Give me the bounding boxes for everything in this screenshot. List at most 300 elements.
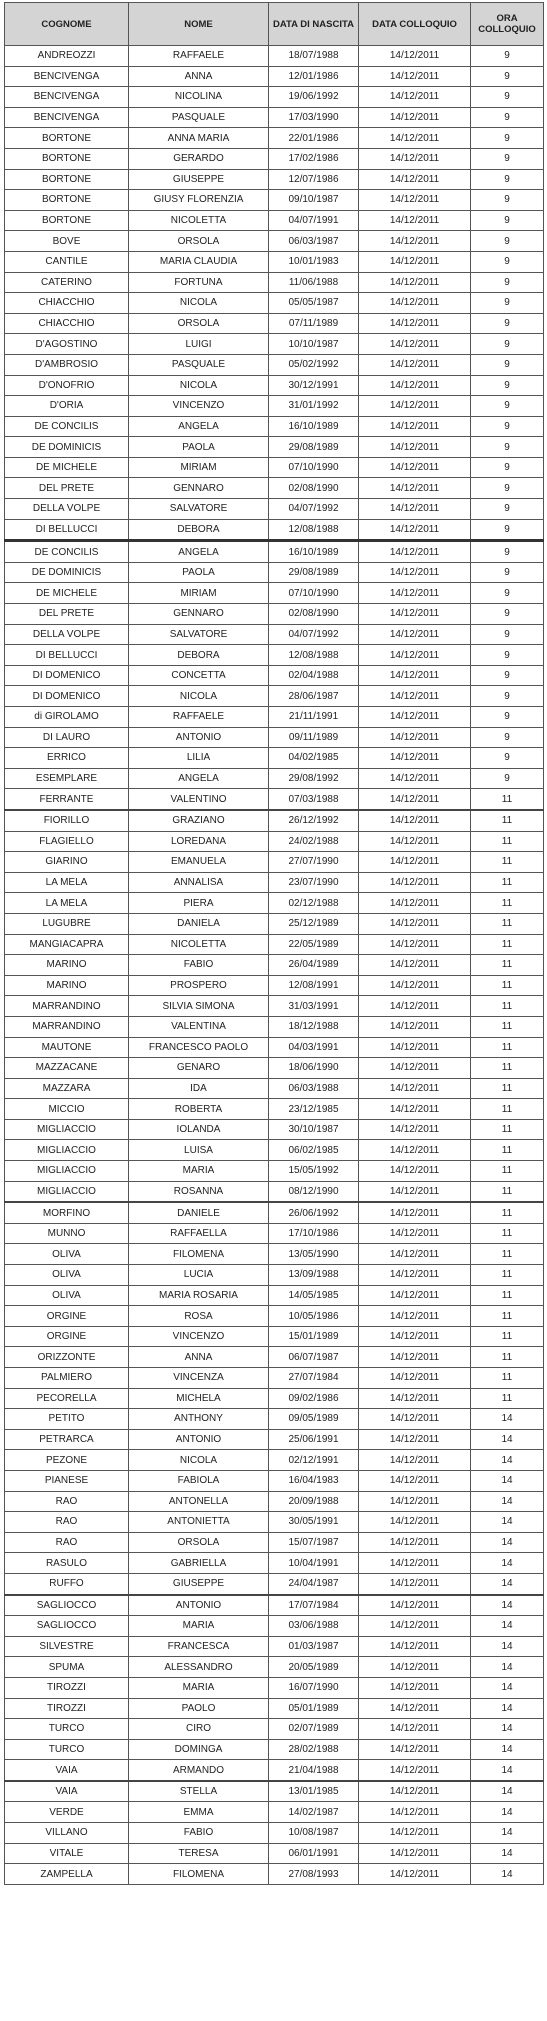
table-row [5, 1677, 544, 1698]
interview-time-cell: 9 [471, 313, 544, 334]
table-row [5, 1306, 544, 1327]
table-row [5, 396, 544, 417]
interview-time-cell: 11 [471, 1140, 544, 1161]
header-row [5, 3, 544, 46]
cognome-cell: OLIVA [5, 1244, 129, 1265]
table-row [5, 1636, 544, 1657]
birth-date-cell: 16/07/1990 [269, 1677, 359, 1698]
nome-cell: SALVATORE [129, 499, 269, 520]
nome-cell: LUIGI [129, 334, 269, 355]
interview-time-cell: 14 [471, 1657, 544, 1678]
interview-time-cell: 14 [471, 1553, 544, 1574]
nome-cell: ARMANDO [129, 1760, 269, 1781]
table-row [5, 1450, 544, 1471]
table-row [5, 375, 544, 396]
birth-date-cell: 09/02/1986 [269, 1388, 359, 1409]
table-row [5, 190, 544, 211]
interview-time-cell: 11 [471, 1016, 544, 1037]
birth-date-cell: 02/04/1988 [269, 665, 359, 686]
interview-time-cell: 14 [471, 1760, 544, 1781]
cognome-cell: D'AGOSTINO [5, 334, 129, 355]
table-row [5, 46, 544, 67]
table-row [5, 1698, 544, 1719]
interview-date-cell: 14/12/2011 [359, 727, 471, 748]
interview-date-cell: 14/12/2011 [359, 1843, 471, 1864]
birth-date-cell: 20/09/1988 [269, 1491, 359, 1512]
interview-date-cell: 14/12/2011 [359, 1037, 471, 1058]
interview-date-cell: 14/12/2011 [359, 46, 471, 67]
table-row [5, 1223, 544, 1244]
interview-date-cell: 14/12/2011 [359, 128, 471, 149]
table-row [5, 810, 544, 831]
interview-time-cell: 14 [471, 1532, 544, 1553]
cognome-cell: PALMIERO [5, 1368, 129, 1389]
interview-time-cell: 9 [471, 66, 544, 87]
cognome-cell: MARRANDINO [5, 996, 129, 1017]
birth-date-cell: 29/08/1992 [269, 768, 359, 789]
interview-time-cell: 9 [471, 478, 544, 499]
birth-date-cell: 06/03/1988 [269, 1078, 359, 1099]
cognome-cell: SILVESTRE [5, 1636, 129, 1657]
birth-date-cell: 06/01/1991 [269, 1843, 359, 1864]
table-row [5, 913, 544, 934]
nome-cell: FILOMENA [129, 1244, 269, 1265]
cognome-cell: OLIVA [5, 1285, 129, 1306]
interview-date-cell: 14/12/2011 [359, 1265, 471, 1286]
table-row [5, 334, 544, 355]
interview-time-cell: 14 [471, 1677, 544, 1698]
nome-cell: LILIA [129, 748, 269, 769]
nome-cell: FRANCESCA [129, 1636, 269, 1657]
birth-date-cell: 29/08/1989 [269, 562, 359, 583]
birth-date-cell: 22/05/1989 [269, 934, 359, 955]
cognome-cell: MUNNO [5, 1223, 129, 1244]
birth-date-cell: 07/10/1990 [269, 457, 359, 478]
interview-time-cell: 9 [471, 396, 544, 417]
interview-date-cell: 14/12/2011 [359, 789, 471, 810]
interview-time-cell: 9 [471, 293, 544, 314]
cognome-cell: RAO [5, 1512, 129, 1533]
table-row [5, 727, 544, 748]
interview-time-cell: 9 [471, 457, 544, 478]
table-row [5, 1595, 544, 1616]
birth-date-cell: 22/01/1986 [269, 128, 359, 149]
nome-cell: FRANCESCO PAOLO [129, 1037, 269, 1058]
table-row [5, 1719, 544, 1740]
birth-date-cell: 04/03/1991 [269, 1037, 359, 1058]
interview-time-cell: 9 [471, 604, 544, 625]
nome-cell: GENNARO [129, 604, 269, 625]
table-row [5, 1802, 544, 1823]
interview-time-cell: 11 [471, 1368, 544, 1389]
interview-time-cell: 14 [471, 1573, 544, 1594]
interview-time-cell: 14 [471, 1719, 544, 1740]
table-row [5, 789, 544, 810]
table-row [5, 1326, 544, 1347]
birth-date-cell: 29/08/1989 [269, 437, 359, 458]
table-row [5, 707, 544, 728]
nome-cell: NICOLA [129, 293, 269, 314]
nome-cell: IOLANDA [129, 1119, 269, 1140]
interview-time-cell: 9 [471, 748, 544, 769]
cognome-cell: FIORILLO [5, 810, 129, 831]
interview-date-cell: 14/12/2011 [359, 1058, 471, 1079]
cognome-cell: D'AMBROSIO [5, 354, 129, 375]
interview-time-cell: 14 [471, 1698, 544, 1719]
interview-date-cell: 14/12/2011 [359, 478, 471, 499]
table-row [5, 1119, 544, 1140]
nome-cell: FORTUNA [129, 272, 269, 293]
birth-date-cell: 16/10/1989 [269, 541, 359, 563]
nome-cell: DEBORA [129, 519, 269, 541]
interview-date-cell: 14/12/2011 [359, 1636, 471, 1657]
table-row [5, 1739, 544, 1760]
nome-cell: LUCIA [129, 1265, 269, 1286]
cognome-cell: MAZZARA [5, 1078, 129, 1099]
cognome-cell: RASULO [5, 1553, 129, 1574]
table-row [5, 1823, 544, 1844]
cognome-cell: SAGLIOCCO [5, 1616, 129, 1637]
table-row [5, 313, 544, 334]
nome-cell: FABIOLA [129, 1470, 269, 1491]
birth-date-cell: 04/07/1992 [269, 499, 359, 520]
interview-date-cell: 14/12/2011 [359, 1285, 471, 1306]
cognome-cell: DI DOMENICO [5, 686, 129, 707]
table-row [5, 852, 544, 873]
interview-time-cell: 11 [471, 872, 544, 893]
birth-date-cell: 10/08/1987 [269, 1823, 359, 1844]
table-row [5, 1491, 544, 1512]
interview-date-cell: 14/12/2011 [359, 1595, 471, 1616]
table-row [5, 437, 544, 458]
cognome-cell: DE CONCILIS [5, 416, 129, 437]
cognome-cell: MIGLIACCIO [5, 1119, 129, 1140]
cognome-cell: di GIROLAMO [5, 707, 129, 728]
interview-date-cell: 14/12/2011 [359, 169, 471, 190]
nome-cell: ANTHONY [129, 1409, 269, 1430]
table-row [5, 1347, 544, 1368]
interview-time-cell: 9 [471, 169, 544, 190]
nome-cell: ANNA MARIA [129, 128, 269, 149]
table-row [5, 1140, 544, 1161]
interview-time-cell: 14 [471, 1429, 544, 1450]
interview-time-cell: 11 [471, 1119, 544, 1140]
interview-date-cell: 14/12/2011 [359, 1512, 471, 1533]
table-row [5, 1078, 544, 1099]
interview-date-cell: 14/12/2011 [359, 375, 471, 396]
cognome-cell: CANTILE [5, 251, 129, 272]
interview-time-cell: 9 [471, 727, 544, 748]
table-row [5, 231, 544, 252]
header-nome: NOME [129, 3, 269, 46]
nome-cell: MARIA [129, 1616, 269, 1637]
interview-time-cell: 9 [471, 583, 544, 604]
interview-time-cell: 11 [471, 1078, 544, 1099]
birth-date-cell: 02/12/1988 [269, 893, 359, 914]
birth-date-cell: 02/08/1990 [269, 604, 359, 625]
interview-date-cell: 14/12/2011 [359, 893, 471, 914]
table-row [5, 272, 544, 293]
interview-date-cell: 14/12/2011 [359, 210, 471, 231]
cognome-cell: VERDE [5, 1802, 129, 1823]
cognome-cell: VITALE [5, 1843, 129, 1864]
nome-cell: MICHELA [129, 1388, 269, 1409]
interview-date-cell: 14/12/2011 [359, 1368, 471, 1389]
birth-date-cell: 17/07/1984 [269, 1595, 359, 1616]
interview-date-cell: 14/12/2011 [359, 1429, 471, 1450]
nome-cell: ORSOLA [129, 313, 269, 334]
interview-date-cell: 14/12/2011 [359, 604, 471, 625]
table-row [5, 1616, 544, 1637]
cognome-cell: MANGIACAPRA [5, 934, 129, 955]
nome-cell: TERESA [129, 1843, 269, 1864]
interview-date-cell: 14/12/2011 [359, 852, 471, 873]
cognome-cell: BENCIVENGA [5, 107, 129, 128]
interview-time-cell: 11 [471, 1285, 544, 1306]
cognome-cell: SAGLIOCCO [5, 1595, 129, 1616]
birth-date-cell: 20/05/1989 [269, 1657, 359, 1678]
table-row [5, 1409, 544, 1430]
table-row [5, 1181, 544, 1202]
cognome-cell: DELLA VOLPE [5, 499, 129, 520]
interview-time-cell: 9 [471, 231, 544, 252]
cognome-cell: ESEMPLARE [5, 768, 129, 789]
birth-date-cell: 30/12/1991 [269, 375, 359, 396]
nome-cell: LOREDANA [129, 831, 269, 852]
birth-date-cell: 07/10/1990 [269, 583, 359, 604]
birth-date-cell: 16/04/1983 [269, 1470, 359, 1491]
cognome-cell: MORFINO [5, 1202, 129, 1223]
nome-cell: ANNALISA [129, 872, 269, 893]
cognome-cell: DI BELLUCCI [5, 645, 129, 666]
cognome-cell: DELLA VOLPE [5, 624, 129, 645]
cognome-cell: SPUMA [5, 1657, 129, 1678]
nome-cell: ANNA [129, 1347, 269, 1368]
interview-date-cell: 14/12/2011 [359, 313, 471, 334]
nome-cell: ROBERTA [129, 1099, 269, 1120]
interview-date-cell: 14/12/2011 [359, 1181, 471, 1202]
nome-cell: VALENTINO [129, 789, 269, 810]
interview-date-cell: 14/12/2011 [359, 996, 471, 1017]
cognome-cell: DI DOMENICO [5, 665, 129, 686]
cognome-cell: VAIA [5, 1760, 129, 1781]
interview-time-cell: 9 [471, 768, 544, 789]
interview-time-cell: 11 [471, 975, 544, 996]
interview-time-cell: 14 [471, 1739, 544, 1760]
birth-date-cell: 27/07/1984 [269, 1368, 359, 1389]
nome-cell: FABIO [129, 955, 269, 976]
cognome-cell: ORGINE [5, 1326, 129, 1347]
nome-cell: ANGELA [129, 541, 269, 563]
birth-date-cell: 18/12/1988 [269, 1016, 359, 1037]
interview-date-cell: 14/12/2011 [359, 499, 471, 520]
interview-time-cell: 11 [471, 1306, 544, 1327]
interview-date-cell: 14/12/2011 [359, 107, 471, 128]
cognome-cell: LUGUBRE [5, 913, 129, 934]
nome-cell: GABRIELLA [129, 1553, 269, 1574]
table-row [5, 1368, 544, 1389]
interview-date-cell: 14/12/2011 [359, 272, 471, 293]
interview-time-cell: 11 [471, 1326, 544, 1347]
birth-date-cell: 24/04/1987 [269, 1573, 359, 1594]
cognome-cell: DE DOMINICIS [5, 437, 129, 458]
interview-date-cell: 14/12/2011 [359, 66, 471, 87]
birth-date-cell: 01/03/1987 [269, 1636, 359, 1657]
birth-date-cell: 12/08/1988 [269, 519, 359, 541]
table-row [5, 1553, 544, 1574]
cognome-cell: D'ORIA [5, 396, 129, 417]
interview-time-cell: 11 [471, 1161, 544, 1182]
birth-date-cell: 14/05/1985 [269, 1285, 359, 1306]
cognome-cell: VAIA [5, 1781, 129, 1802]
interview-time-cell: 11 [471, 955, 544, 976]
birth-date-cell: 10/05/1986 [269, 1306, 359, 1327]
table-row [5, 624, 544, 645]
cognome-cell: FERRANTE [5, 789, 129, 810]
cognome-cell: BENCIVENGA [5, 87, 129, 108]
nome-cell: PASQUALE [129, 107, 269, 128]
table-row [5, 148, 544, 169]
table-row [5, 768, 544, 789]
table-row [5, 604, 544, 625]
interview-date-cell: 14/12/2011 [359, 768, 471, 789]
interview-date-cell: 14/12/2011 [359, 396, 471, 417]
birth-date-cell: 10/04/1991 [269, 1553, 359, 1574]
interview-date-cell: 14/12/2011 [359, 665, 471, 686]
table-row [5, 1657, 544, 1678]
interview-time-cell: 14 [471, 1491, 544, 1512]
table-row [5, 457, 544, 478]
nome-cell: CONCETTA [129, 665, 269, 686]
table-row [5, 87, 544, 108]
cognome-cell: MIGLIACCIO [5, 1140, 129, 1161]
interview-time-cell: 11 [471, 1037, 544, 1058]
interview-time-cell: 11 [471, 1202, 544, 1223]
interview-date-cell: 14/12/2011 [359, 1161, 471, 1182]
table-row [5, 645, 544, 666]
interview-time-cell: 11 [471, 893, 544, 914]
interview-time-cell: 9 [471, 148, 544, 169]
nome-cell: RAFFAELLA [129, 1223, 269, 1244]
birth-date-cell: 30/05/1991 [269, 1512, 359, 1533]
interview-time-cell: 11 [471, 934, 544, 955]
nome-cell: ANTONIO [129, 1595, 269, 1616]
interview-date-cell: 14/12/2011 [359, 1078, 471, 1099]
interview-time-cell: 9 [471, 375, 544, 396]
table-row [5, 1388, 544, 1409]
header-ora-colloquio: ORA COLLOQUIO [471, 3, 544, 46]
birth-date-cell: 16/10/1989 [269, 416, 359, 437]
cognome-cell: PIANESE [5, 1470, 129, 1491]
birth-date-cell: 10/10/1987 [269, 334, 359, 355]
interview-date-cell: 14/12/2011 [359, 87, 471, 108]
table-row [5, 1781, 544, 1802]
nome-cell: ANTONIETTA [129, 1512, 269, 1533]
interview-time-cell: 14 [471, 1636, 544, 1657]
birth-date-cell: 31/01/1992 [269, 396, 359, 417]
nome-cell: MARIA ROSARIA [129, 1285, 269, 1306]
nome-cell: GENARO [129, 1058, 269, 1079]
interview-time-cell: 14 [471, 1616, 544, 1637]
interview-time-cell: 9 [471, 499, 544, 520]
interview-time-cell: 9 [471, 334, 544, 355]
interview-date-cell: 14/12/2011 [359, 354, 471, 375]
interview-date-cell: 14/12/2011 [359, 1864, 471, 1885]
table-row [5, 128, 544, 149]
table-row [5, 1244, 544, 1265]
cognome-cell: MIGLIACCIO [5, 1181, 129, 1202]
birth-date-cell: 27/08/1993 [269, 1864, 359, 1885]
cognome-cell: MAZZACANE [5, 1058, 129, 1079]
interview-time-cell: 9 [471, 251, 544, 272]
cognome-cell: MARRANDINO [5, 1016, 129, 1037]
cognome-cell: DE MICHELE [5, 457, 129, 478]
cognome-cell: FLAGIELLO [5, 831, 129, 852]
nome-cell: ROSA [129, 1306, 269, 1327]
interview-date-cell: 14/12/2011 [359, 975, 471, 996]
birth-date-cell: 25/12/1989 [269, 913, 359, 934]
nome-cell: NICOLETTA [129, 934, 269, 955]
table-row [5, 1429, 544, 1450]
cognome-cell: CATERINO [5, 272, 129, 293]
nome-cell: ALESSANDRO [129, 1657, 269, 1678]
birth-date-cell: 09/10/1987 [269, 190, 359, 211]
nome-cell: ORSOLA [129, 1532, 269, 1553]
birth-date-cell: 06/07/1987 [269, 1347, 359, 1368]
table-row [5, 1843, 544, 1864]
birth-date-cell: 09/05/1989 [269, 1409, 359, 1430]
birth-date-cell: 04/07/1991 [269, 210, 359, 231]
nome-cell: RAFFAELE [129, 707, 269, 728]
birth-date-cell: 05/01/1989 [269, 1698, 359, 1719]
birth-date-cell: 08/12/1990 [269, 1181, 359, 1202]
birth-date-cell: 17/03/1990 [269, 107, 359, 128]
table-body [5, 46, 544, 1885]
nome-cell: RAFFAELE [129, 46, 269, 67]
interview-time-cell: 14 [471, 1802, 544, 1823]
table-row [5, 541, 544, 563]
interview-date-cell: 14/12/2011 [359, 1119, 471, 1140]
birth-date-cell: 09/11/1989 [269, 727, 359, 748]
interview-date-cell: 14/12/2011 [359, 1202, 471, 1223]
cognome-cell: MARINO [5, 955, 129, 976]
cognome-cell: PECORELLA [5, 1388, 129, 1409]
table-header [5, 3, 544, 46]
cognome-cell: RUFFO [5, 1573, 129, 1594]
table-row [5, 1037, 544, 1058]
interview-date-cell: 14/12/2011 [359, 810, 471, 831]
interview-date-cell: 14/12/2011 [359, 707, 471, 728]
interview-date-cell: 14/12/2011 [359, 334, 471, 355]
birth-date-cell: 10/01/1983 [269, 251, 359, 272]
birth-date-cell: 14/02/1987 [269, 1802, 359, 1823]
nome-cell: MARIA [129, 1161, 269, 1182]
table-row [5, 1265, 544, 1286]
cognome-cell: ANDREOZZI [5, 46, 129, 67]
birth-date-cell: 06/02/1985 [269, 1140, 359, 1161]
table-row [5, 1512, 544, 1533]
interview-time-cell: 14 [471, 1823, 544, 1844]
birth-date-cell: 30/10/1987 [269, 1119, 359, 1140]
table-row [5, 996, 544, 1017]
birth-date-cell: 24/02/1988 [269, 831, 359, 852]
interview-date-cell: 14/12/2011 [359, 1698, 471, 1719]
cognome-cell: DEL PRETE [5, 478, 129, 499]
nome-cell: VINCENZO [129, 396, 269, 417]
interview-time-cell: 9 [471, 272, 544, 293]
birth-date-cell: 05/02/1992 [269, 354, 359, 375]
birth-date-cell: 15/07/1987 [269, 1532, 359, 1553]
